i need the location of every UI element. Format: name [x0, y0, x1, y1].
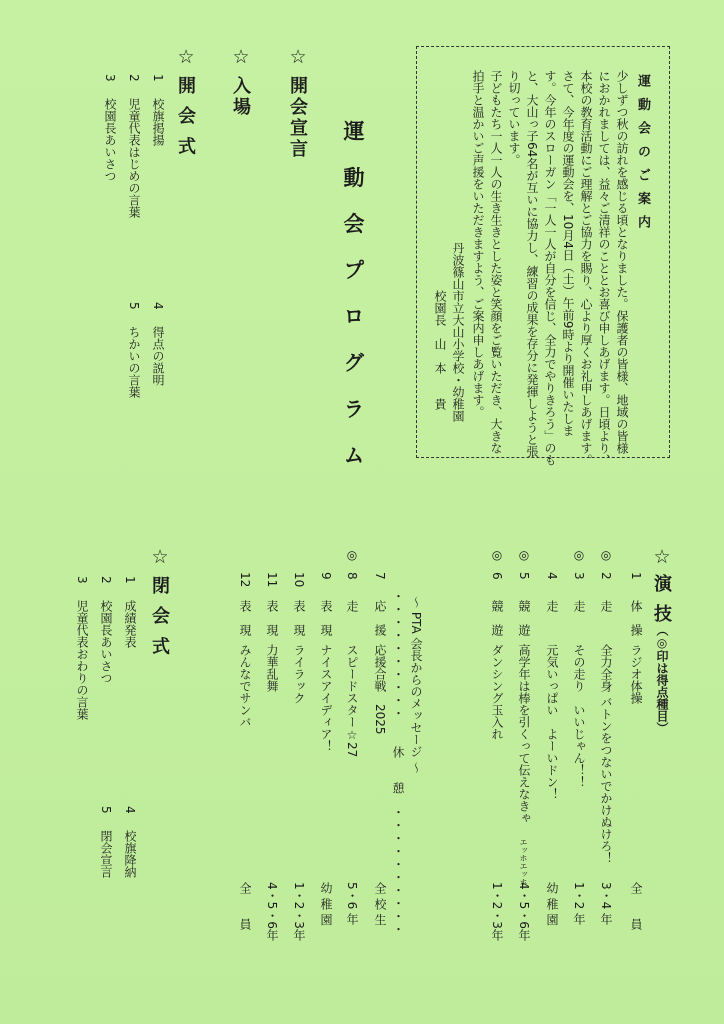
event-type: 表 現 [238, 600, 252, 636]
event-type: 表 現 [319, 600, 333, 636]
entrance: 入場 [230, 76, 251, 118]
event-number: 7 [373, 572, 387, 580]
events-title: 演 技 [651, 574, 672, 626]
scoring-mark-icon: ◎ [599, 548, 613, 562]
event-type: 走 [545, 600, 559, 612]
event-number: 1 [629, 572, 643, 580]
event-number: 8 [345, 572, 359, 580]
event-name: 高学年は棒を引くって伝えなきゃ [517, 644, 531, 824]
event-type: 走 [599, 600, 613, 612]
event-name: その走り いいじゃん！！ [572, 644, 586, 788]
closing-item-number: 3 [75, 576, 89, 584]
opening-item-number: 1 [151, 74, 165, 82]
closing-item-label: 閉会宣言 [99, 830, 113, 878]
event-number: 10 [292, 572, 306, 588]
opening-item-label: 校園長あいさつ [103, 98, 117, 182]
event-name: 応援合戦 2025 [373, 644, 387, 735]
notice-line: と、大山っ子64名が互いに協力し、練習の成果を存分に発揮しようと張 [525, 70, 539, 458]
event-name: ラジオ体操 [629, 644, 643, 704]
event-name: ナイスアイディア！ [319, 644, 333, 752]
event-type: 表 現 [292, 600, 306, 636]
event-name: ライラック [292, 644, 306, 704]
event-grade: 1・2・3年 [490, 882, 504, 941]
event-type: 走 [572, 600, 586, 612]
opening-ceremony-title: 開 会 式 [175, 76, 196, 158]
scoring-mark-icon: ◎ [517, 548, 531, 562]
opening-item-label: 校旗掲揚 [151, 98, 165, 146]
star-icon: ☆ [651, 546, 673, 568]
event-number: 6 [490, 572, 504, 580]
break-dots: ・・・・・・・・・・ [391, 806, 405, 936]
event-name: 全力全身 バトンをつないでかけぬけろ！ [599, 644, 613, 864]
closing-item-label: 成績発表 [123, 600, 137, 648]
event-name: 元気いっぱい よーいドン！ [545, 644, 559, 800]
event-grade: 幼 稚 園 [319, 882, 333, 926]
notice-line: さて、今年度の運動会を、10月4日（土）午前9時より開催いたしま [561, 70, 575, 437]
event-grade: 4・5・6年 [517, 882, 531, 941]
closing-item-number: 4 [123, 806, 137, 814]
notice-line: におかれましては、益々ご清祥のこととお喜び申しあげます。日頃より、 [597, 70, 611, 466]
event-number: 5 [517, 572, 531, 580]
event-name: 力華乱舞 [265, 644, 279, 692]
notice-signature-name: 校園長 山 本 貴 [433, 290, 447, 410]
event-grade: 全 員 [238, 882, 252, 930]
event-grade: 1・2・3年 [292, 882, 306, 941]
scoring-mark-icon: ◎ [572, 548, 586, 562]
closing-item-number: 2 [99, 576, 113, 584]
opening-item-label: 得点の説明 [151, 326, 165, 386]
opening-item-number: 3 [103, 74, 117, 82]
event-grade: 幼 稚 園 [545, 882, 559, 926]
event-name-small: エッホエッホ [519, 838, 528, 886]
event-grade: 1・2 年 [572, 882, 586, 926]
opening-item-label: ちかいの言葉 [127, 326, 141, 398]
star-icon: ☆ [149, 546, 171, 568]
opening-item-number: 4 [151, 302, 165, 310]
star-icon: ☆ [287, 46, 309, 68]
event-grade: 全 校 生 [373, 882, 387, 926]
event-grade: 全 員 [629, 882, 643, 930]
event-grade: 5・6 年 [345, 882, 359, 926]
events-note: （◎印は得点種目） [655, 624, 669, 734]
closing-item-label: 児童代表おわりの言葉 [75, 600, 89, 720]
event-number: 12 [238, 572, 252, 588]
star-icon: ☆ [230, 46, 252, 68]
event-number: 11 [265, 572, 279, 588]
notice-line: 少しずつ秋の訪れを感じる頃となりました。保護者の皆様、地域の皆様 [615, 70, 629, 454]
opening-item-number: 2 [127, 74, 141, 82]
notice-title: 運 動 会 の ご 案 内 [635, 74, 650, 232]
scoring-mark-icon: ◎ [345, 548, 359, 562]
notice-line: す。今年のスローガン「一人一人が自分を信じ、全力でやりきろう」のも [543, 70, 557, 466]
notice-line: り切っています。 [507, 70, 521, 166]
star-icon: ☆ [175, 46, 197, 68]
event-number: 9 [319, 572, 333, 580]
event-type: 競 遊 [490, 600, 504, 636]
notice-signature-org: 丹波篠山市立大山小学校・幼稚園 [451, 242, 465, 422]
closing-item-label: 校旗降納 [123, 830, 137, 878]
event-name: ダンシング玉入れ [490, 644, 504, 740]
closing-item-label: 校園長あいさつ [99, 600, 113, 684]
break-dots: ・・・・・・・・・・ [391, 590, 405, 720]
program-title: 運 動 会 プ ロ グ ラ ム [341, 120, 365, 475]
notice-line: 子どもたち一人一人の生き生きとした姿と笑顔をご覧いただき、大きな [489, 70, 503, 454]
event-name: みんなでサンバ [238, 644, 252, 728]
event-number: 2 [599, 572, 613, 580]
opening-declaration: 開会宣言 [287, 76, 308, 160]
pta-message: ～ PTA 会長からのメッセージ ～ [409, 596, 423, 774]
scoring-mark-icon: ◎ [490, 548, 504, 562]
event-number: 3 [572, 572, 586, 580]
event-grade: 4・5・6年 [265, 882, 279, 941]
event-name: スピードスター☆27 [345, 644, 359, 758]
closing-item-number: 5 [99, 806, 113, 814]
event-type: 応 援 [373, 600, 387, 636]
event-type: 表 現 [265, 600, 279, 636]
closing-item-number: 1 [123, 576, 137, 584]
event-type: 競 遊 [517, 600, 531, 636]
event-type: 体 操 [629, 600, 643, 636]
notice-line: 拍手と温かいご声援をいただきますよう、ご案内申しあげます。 [471, 70, 485, 418]
event-type: 走 [345, 600, 359, 612]
break-label: 休 憩 [391, 746, 405, 794]
notice-line: 本校の教育活動にご理解とご協力を賜り、心より厚くお礼申しあげます。 [579, 70, 593, 466]
closing-ceremony-title: 閉 会 式 [149, 576, 170, 658]
opening-item-number: 5 [127, 302, 141, 310]
event-grade: 3・4 年 [599, 882, 613, 926]
opening-item-label: 児童代表はじめの言葉 [127, 98, 141, 218]
event-number: 4 [545, 572, 559, 580]
